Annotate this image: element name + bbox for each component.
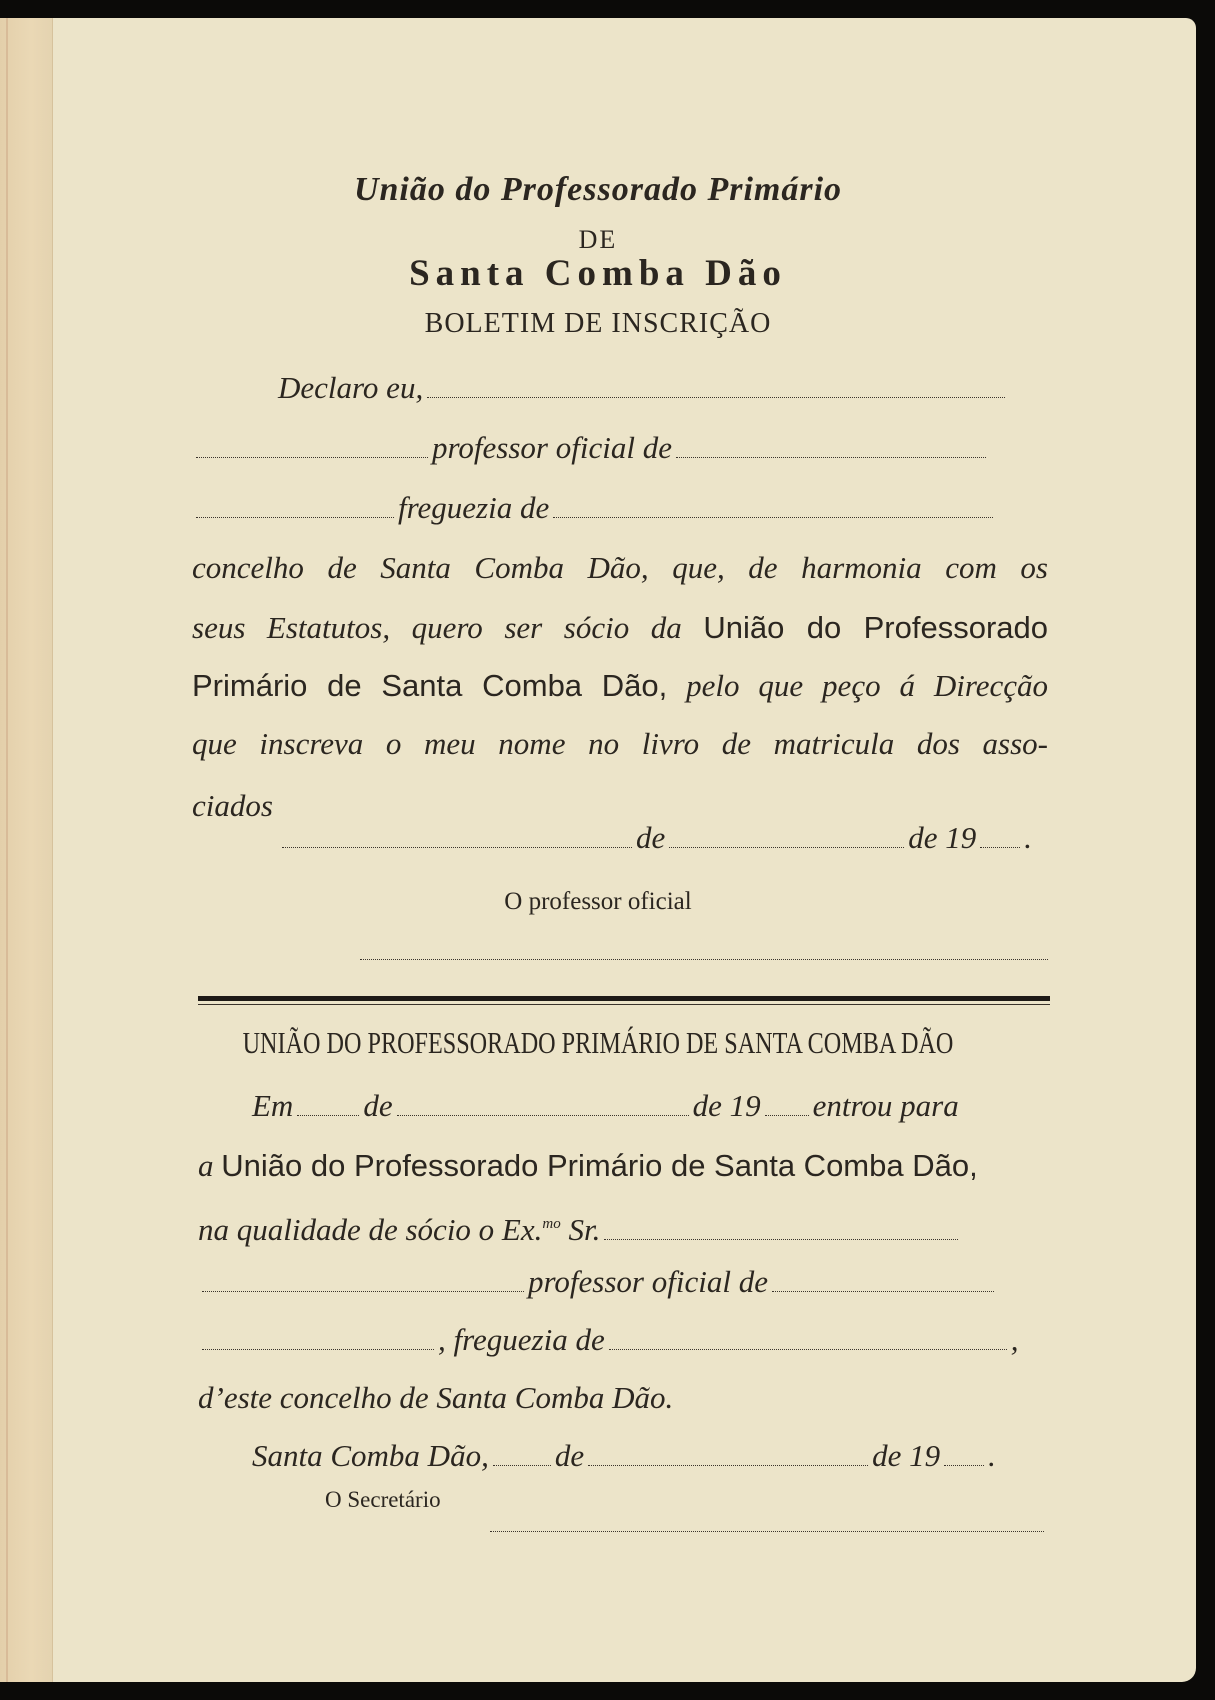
section-divider-thin: [198, 1004, 1050, 1005]
name-field[interactable]: [427, 396, 1005, 398]
year-field[interactable]: [980, 846, 1020, 848]
member-school-continuation-field[interactable]: [202, 1348, 434, 1350]
header-de: DE: [578, 225, 618, 254]
secretary-label: O Secretário: [325, 1487, 441, 1512]
member-school-field[interactable]: [772, 1290, 994, 1292]
declaration-line-6: Primário de Santa Comba Dão, pelo que peço á Direcção: [192, 668, 1049, 703]
receipt-year-field[interactable]: [765, 1114, 809, 1116]
receipt-line-1: Em de de 19 entrou para: [252, 1088, 959, 1123]
school-field[interactable]: [676, 456, 986, 458]
receipt-sign-day-field[interactable]: [493, 1464, 551, 1466]
receipt-line-4: professor oficial de: [198, 1262, 998, 1302]
declaration-line-4: concelho de Santa Comba Dão, que, de harmonia com os: [192, 550, 1048, 585]
receipt-date-line: Santa Comba Dão, de de 19 .: [252, 1438, 996, 1473]
declaration-line-7: que inscreva o meu nome no livro de matricula dos asso-: [192, 726, 1048, 761]
section-divider: [198, 996, 1050, 1001]
receipt-line-6: d’este concelho de Santa Comba Dão.: [198, 1380, 674, 1415]
declaration-line-3: [192, 488, 997, 528]
declaration-line-5: seus Estatutos, quero ser sócio da União do Professorado: [192, 610, 1048, 645]
parish-field[interactable]: [553, 516, 993, 518]
freguezia-label: freguezia de: [398, 490, 550, 525]
receipt-sign-year-field[interactable]: [944, 1464, 984, 1466]
professor-signature-label: O professor oficial: [504, 888, 692, 915]
receipt-sign-month-field[interactable]: [588, 1464, 868, 1466]
form-page: [0, 18, 1196, 1682]
professor-signature-field[interactable]: [360, 958, 1048, 960]
professor-label: professor oficial de: [432, 430, 672, 465]
member-name-field[interactable]: [604, 1238, 958, 1240]
name-continuation-field[interactable]: [196, 456, 428, 458]
form-title: BOLETIM DE INSCRIÇÃO: [424, 308, 772, 339]
member-parish-field[interactable]: [609, 1348, 1007, 1350]
member-name-continuation-field[interactable]: [202, 1290, 524, 1292]
month-field[interactable]: [669, 846, 904, 848]
day-field[interactable]: [282, 846, 632, 848]
declaration-line-8: ciados: [192, 788, 273, 823]
receipt-line-3: na qualidade de sócio o Ex.$^{mo}$ Sr.: [198, 1204, 962, 1250]
declaro-label: Declaro eu,: [278, 370, 424, 405]
receipt-line-5: , freguezia de ,: [198, 1320, 1018, 1360]
declaration-date-line: de de 19 .: [278, 818, 1032, 858]
school-continuation-field[interactable]: [196, 516, 394, 518]
receipt-line-2: a União do Professorado Primário de Santa Comba Dão,: [198, 1148, 978, 1183]
receipt-month-field[interactable]: [397, 1114, 689, 1116]
declaration-line-1: [278, 368, 1009, 408]
receipt-title: UNIÃO DO PROFESSORADO PRIMÁRIO DE SANTA COMBA DÃO: [242, 1025, 954, 1060]
declaration-line-2: [192, 428, 990, 468]
place-name: Santa Comba Dão: [409, 253, 787, 294]
association-name: União do Professorado Primário: [353, 171, 843, 208]
secretary-signature-field[interactable]: [490, 1530, 1044, 1532]
receipt-day-field[interactable]: [297, 1114, 359, 1116]
